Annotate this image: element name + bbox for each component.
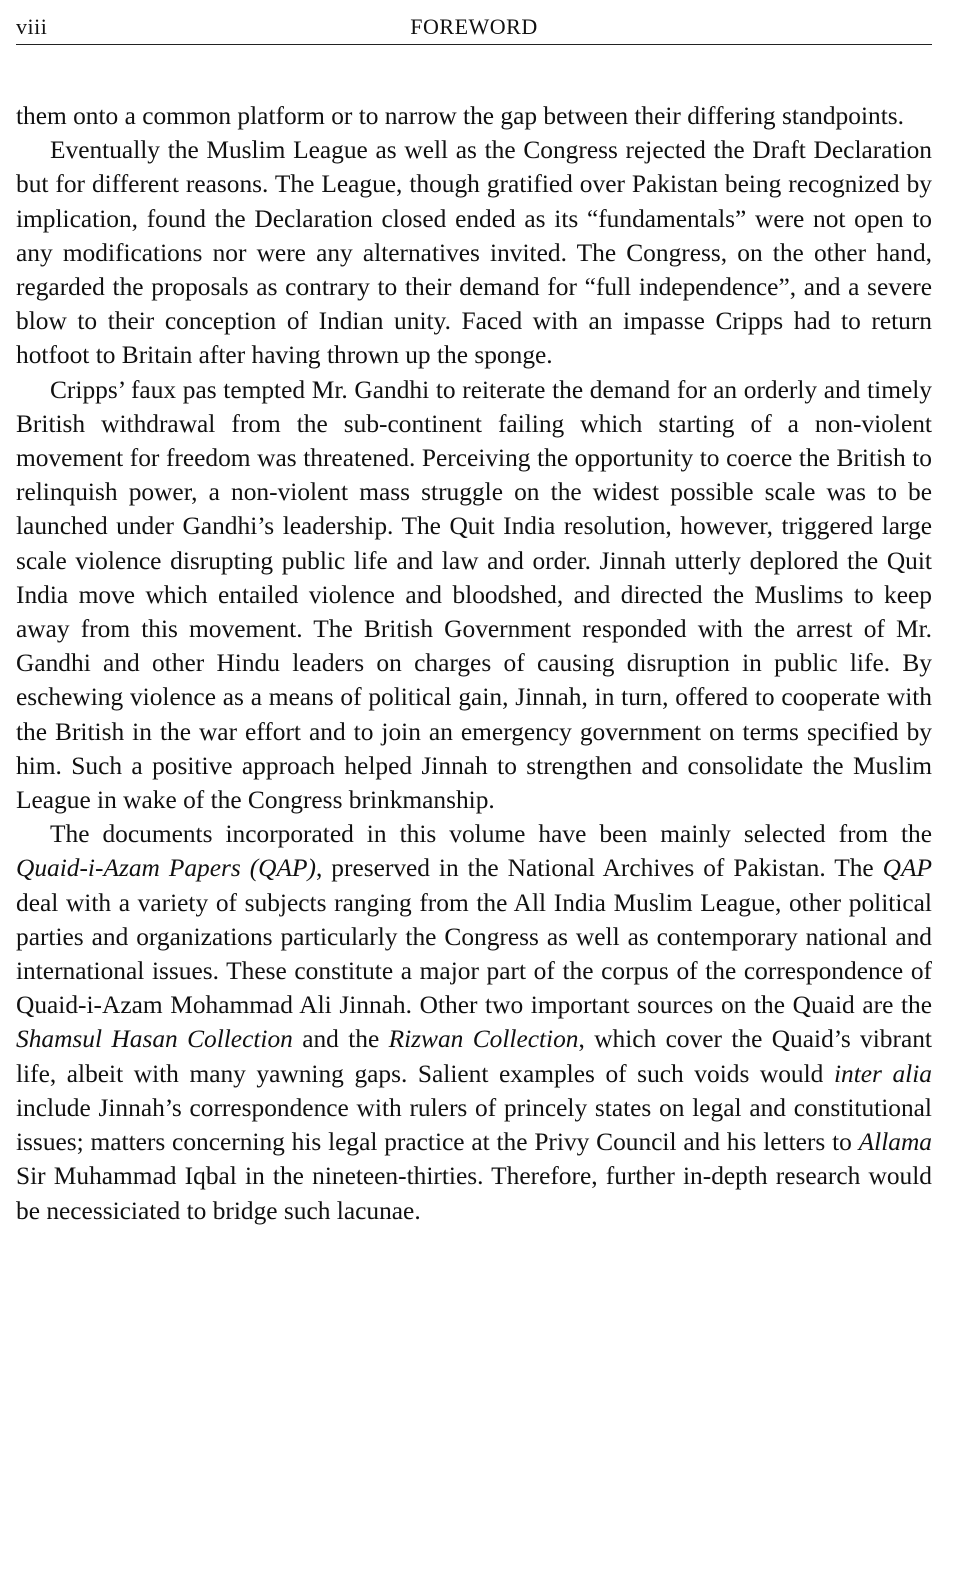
text-span: Sir Muhammad Iqbal in the nineteen-thirties. Therefore, further in-depth research would be necessiciated to bridge such lacunae. (16, 1162, 932, 1225)
italic-title: Rizwan Collection (388, 1025, 579, 1054)
page-number: viii (16, 14, 48, 39)
italic-honorific: Allama (858, 1128, 932, 1157)
text-span: , which cover the Quaid’s vibrant life, albeit with many yawning gaps. Salient examples of such voids would (16, 1025, 932, 1088)
paragraph-continued: them onto a common platform or to narrow the gap between their differing standpoints. (16, 102, 904, 130)
italic-title: QAP (882, 854, 932, 883)
italic-phrase: inter alia (833, 1059, 932, 1088)
paragraph-draft-declaration: Eventually the Muslim League as well as the Congress rejected the Draft Declaration but for different reasons. The League, though gratified over Pakistan being recognized by implication, found the Declaration closed ended as its “fundamentals” were not open to any modifications nor were any alternatives invited. The Congress, on the other hand, regarded the proposals as contrary to their demand for “full independence”, and a severe blow to their conception of Indian unity. Faced with an impasse Cripps had to return hotfoot to Britain after having thrown up the sponge. (16, 136, 932, 370)
book-page (16, 14, 932, 1228)
paragraph-documents-sources (16, 817, 932, 1227)
paragraph-quit-india: Cripps’ faux pas tempted Mr. Gandhi to reiterate the demand for an orderly and timely British withdrawal from the sub-continent failing which starting of a non-violent movement for freedom was threatened. Perceiving the opportunity to coerce the British to relinquish power, a non-violent mass struggle on the widest possible scale was to be launched under Gandhi’s leadership. The Quit India resolution, however, triggered large scale violence disrupting public life and law and order. Jinnah utterly deplored the Quit India move which entailed violence and bloodshed, and directed the Muslims to keep away from this movement. The British Government responded with the arrest of Mr. Gandhi and other Hindu leaders on charges of causing disruption in public life. By eschewing violence as a means of political gain, Jinnah, in turn, offered to cooperate with the British in the war effort and to join an emergency government on terms specified by him. Such a positive approach helped Jinnah to strengthen and consolidate the Muslim League in wake of the Congress brinkmanship. (16, 375, 932, 815)
italic-title: Shamsul Hasan Collection (16, 1025, 293, 1054)
text-span: deal with a variety of subjects ranging from the All India Muslim League, other political parties and organizations particularly the Congress as well as contemporary national and international issues. These constitute a major part of the corpus of the correspondence of Quaid-i-Azam Mohammad Ali Jinnah. Other two important sources on the Quaid are the (16, 888, 932, 1020)
body-text (16, 99, 932, 1228)
text-span: , preserved in the National Archives of Pakistan. The (315, 854, 883, 883)
text-span: include Jinnah’s correspondence with rulers of princely states on legal and constitutional issues; matters concerning his legal practice at the Privy Council and his letters to (16, 1093, 932, 1157)
running-head (16, 14, 932, 45)
text-span: The documents incorporated in this volume have been mainly selected from the (50, 820, 932, 849)
running-title: FOREWORD (410, 14, 538, 39)
text-span: and the (292, 1025, 389, 1054)
italic-title: Quaid-i-Azam Papers (QAP) (16, 854, 316, 883)
